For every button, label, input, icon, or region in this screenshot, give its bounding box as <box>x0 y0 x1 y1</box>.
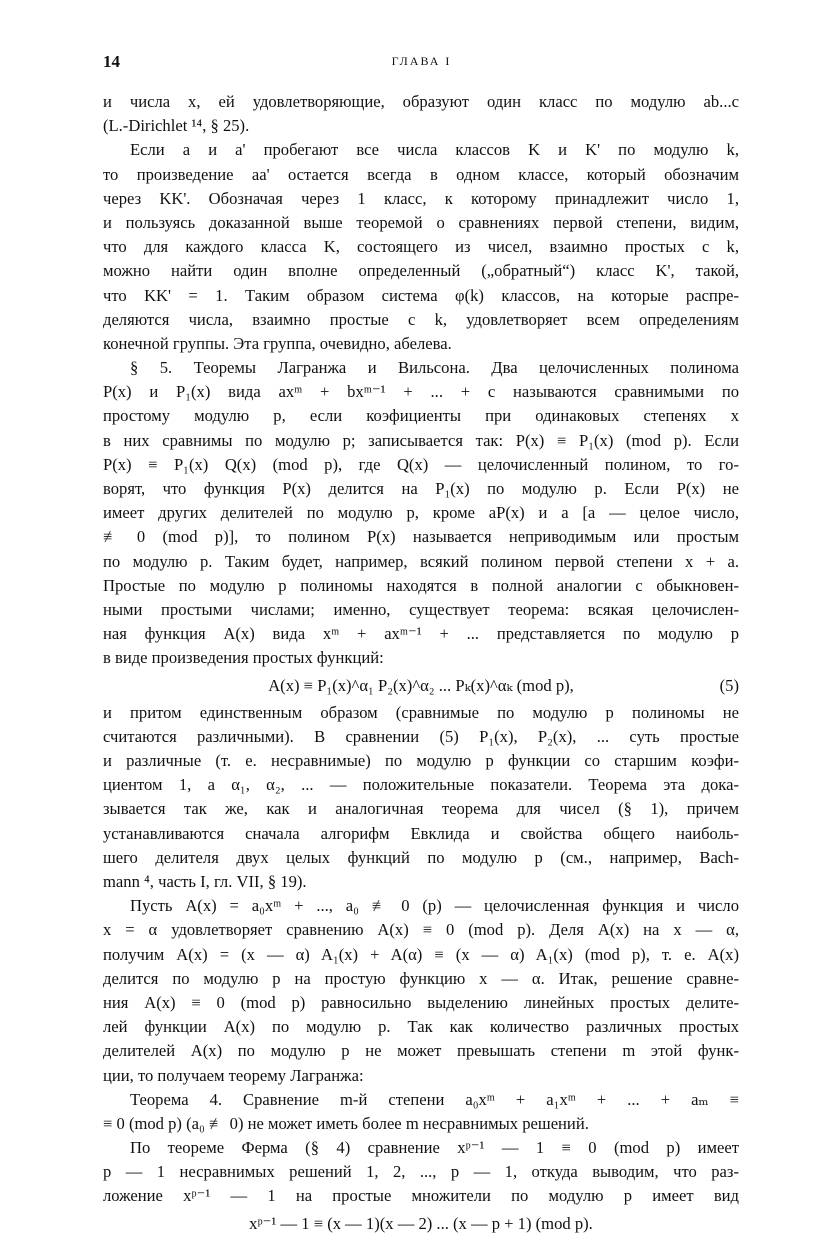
display-equation: xᵖ⁻¹ — 1 ≡ (x — 1)(x — 2) ... (x — p + 1) (mod p). <box>249 1213 593 1233</box>
theorem-line: Теорема 4. Сравнение m-й степени a₀xᵐ + a₁xᵐ + ... + aₘ ≡ <box>130 1089 739 1109</box>
text-line: P(x) и P₁(x) вида axᵐ + bxᵐ⁻¹ + ... + c называются сравнимыми по <box>103 382 739 402</box>
text-line: деляются числа, взаимно простые с k, удовлетворяет всем определениям <box>103 309 739 329</box>
text-line: p — 1 несравнимых решений 1, 2, ..., p — 1, откуда выводим, что раз- <box>103 1162 739 1182</box>
equation-body: A(x) ≡ P₁(x)^α₁ P₂(x)^α₂ ... Pₖ(x)^αₖ (mod p), <box>268 675 574 695</box>
text-line: (L.-Dirichlet ¹⁴, § 25). <box>103 116 250 136</box>
text-line: можно найти один вполне определенный („обратный“) класс K', такой, <box>103 261 739 281</box>
text-line: в виде произведения простых функций: <box>103 648 384 668</box>
text-line: то произведение aa' остается всегда в одном классе, который обозначим <box>103 164 739 184</box>
text-line: ложение xᵖ⁻¹ — 1 на простые множители по модулю p имеет вид <box>103 1186 739 1206</box>
text-line: ными простыми числами; именно, существует теорема: всякая целочислен- <box>103 599 739 619</box>
text-line: mann ⁴, часть I, гл. VII, § 19). <box>103 872 307 891</box>
text-line: шего делителя двух целых функций по модулю p (см., например, Bach- <box>103 847 739 867</box>
page-header <box>103 52 740 74</box>
text-line: и притом единственным образом (сравнимые по модулю p полиномы не <box>103 702 739 722</box>
display-equation <box>103 674 739 698</box>
text-line: P(x) ≡ P₁(x) Q(x) (mod p), где Q(x) — целочисленный полином, то го- <box>103 454 739 474</box>
running-head: ГЛАВА I <box>391 54 452 68</box>
text-line: циентом 1, а α₁, α₂, ... — положительные показатели. Теорема эта дока- <box>103 775 739 795</box>
theorem-line: ≡ 0 (mod p) (a₀ ≢ 0) не может иметь более m несравнимых решений. <box>103 1113 589 1133</box>
text-line: конечной группы. Эта группа, очевидно, абелева. <box>103 333 452 353</box>
text-line: имеет других делителей по модулю p, кроме aP(x) и a [a — целое число, <box>103 503 739 523</box>
text-line: Пусть A(x) = a₀xᵐ + ..., a₀ ≢ 0 (p) — целочисленная функция и число <box>130 896 739 916</box>
text-line: Простые по модулю p полиномы находятся в полной аналогии с обыкновен- <box>103 575 739 595</box>
text-line: делителей A(x) по модулю p не может превышать степени m этой функ- <box>103 1041 739 1061</box>
text-line: ворят, что функция P(x) делится на P₁(x) по модулю p. Если P(x) не <box>103 479 739 498</box>
text-line: устанавливаются сначала алгорифм Евклида и свойства общего наиболь- <box>103 823 739 843</box>
text-line: и пользуясь доказанной выше теоремой о сравнениях первой степени, видим, <box>103 212 739 232</box>
text-line: простому модулю p, если коэфициенты при одинаковых степенях x <box>103 406 739 426</box>
text-line: лей функции A(x) по модулю p. Так как количество различных простых <box>103 1017 739 1037</box>
page-number: 14 <box>103 52 120 71</box>
text-line: По теореме Ферма (§ 4) сравнение xᵖ⁻¹ — 1 ≡ 0 (mod p) имеет <box>130 1138 739 1158</box>
text-line: через KK'. Обозначая через 1 класс, к которому принадлежит число 1, <box>103 188 739 208</box>
text-line: и различные (т. е. несравнимые) по модулю p функции со старшим коэфи- <box>103 751 739 771</box>
text-line: что KK' = 1. Таким образом система φ(k) классов, на которые распре- <box>103 285 739 305</box>
equation-number: (5) <box>719 675 739 695</box>
text-line: получим A(x) = (x — α) A₁(x) + A(α) ≡ (x — α) A₁(x) (mod p), т. е. A(x) <box>103 944 739 964</box>
text-line: и числа x, ей удовлетворяющие, образуют один класс по модулю ab...c <box>103 92 739 111</box>
page-body <box>103 90 739 1239</box>
text-line: зывается так же, как и аналогичная теорема для чисел (§ 1), причем <box>103 799 739 819</box>
text-line: делится по модулю p на простую функцию x — α. Итак, решение сравне- <box>103 968 739 988</box>
text-line: ции, то получаем теорему Лагранжа: <box>103 1065 364 1085</box>
text-line: ≢ 0 (mod p)], то полином P(x) называется неприводимым или простым <box>103 527 739 547</box>
text-line: Если a и a' пробегают все числа классов K и K' по модулю k, <box>130 140 739 160</box>
text-line: что для каждого класса K, состоящего из чисел, взаимно простых с k, <box>103 237 739 257</box>
text-line: ная функция A(x) вида xᵐ + axᵐ⁻¹ + ... представляется по модулю p <box>103 624 739 644</box>
text-line: x = α удовлетворяет сравнению A(x) ≡ 0 (mod p). Деля A(x) на x — α, <box>103 920 739 940</box>
text-line: считаются различными). В сравнении (5) P₁(x), P₂(x), ... суть простые <box>103 726 739 746</box>
text-line: в них сравнимы по модулю p; записывается так: P(x) ≡ P₁(x) (mod p). Если <box>103 430 739 450</box>
text-line: по модулю p. Таким будет, например, всякий полином первой степени x + a. <box>103 551 739 571</box>
text-line: ния A(x) ≡ 0 (mod p) равносильно выделению линейных простых делите- <box>103 992 739 1012</box>
section-heading-line: § 5. Теоремы Лагранжа и Вильсона. Два целочисленных полинома <box>130 358 739 378</box>
